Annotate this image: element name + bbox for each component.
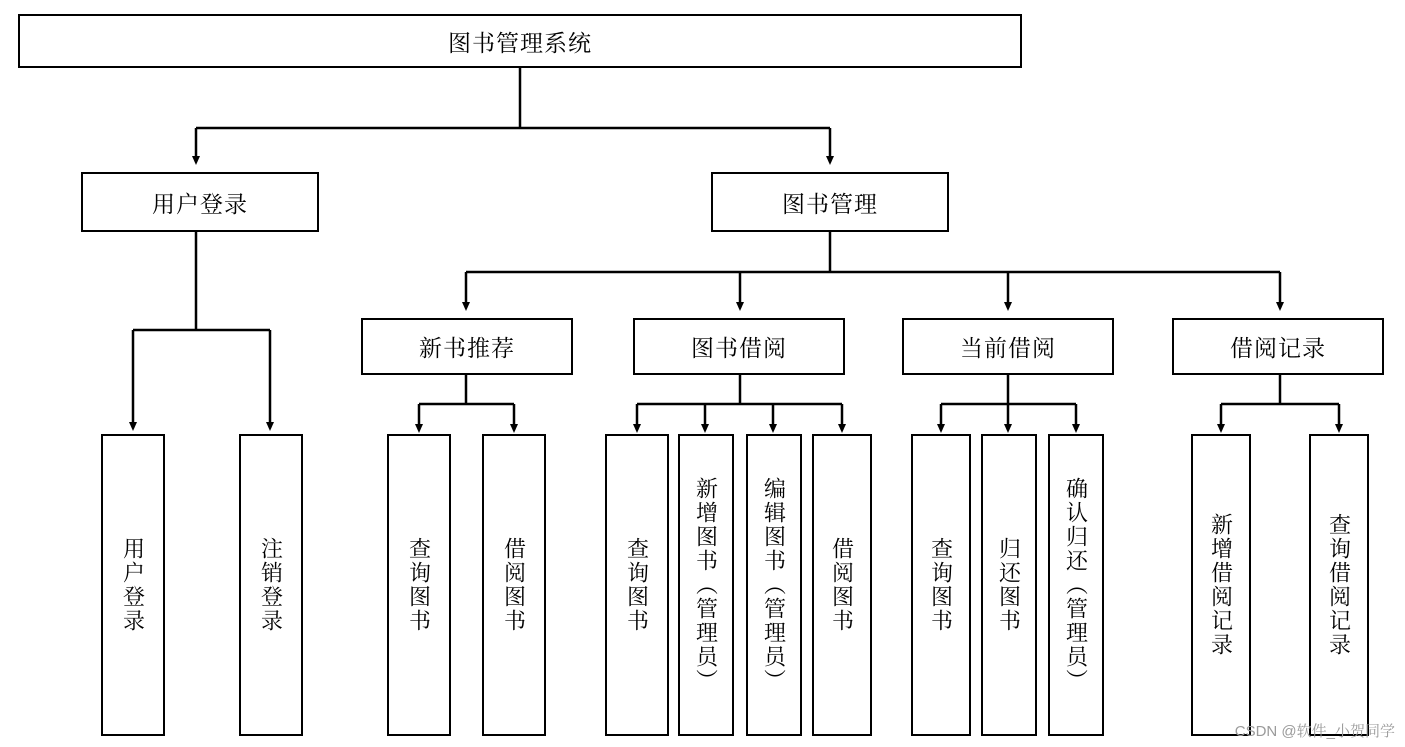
leaf-borrow-add-book[interactable] xyxy=(678,434,734,736)
leaf-current-query-book[interactable] xyxy=(911,434,971,736)
leaf-newbook-borrow-book[interactable] xyxy=(482,434,546,736)
node-borrow-record-label: 借阅记录 xyxy=(1230,335,1326,361)
node-book-borrow-label: 图书借阅 xyxy=(691,335,787,361)
leaf-user-login-label: 用户登录 xyxy=(120,537,146,633)
leaf-current-return-book-label: 归还图书 xyxy=(996,537,1022,633)
leaf-current-confirm-return-label: 确认归还（管理员） xyxy=(1063,477,1089,693)
node-root-label: 图书管理系统 xyxy=(448,29,592,56)
leaf-newbook-borrow-book-label: 借阅图书 xyxy=(501,537,527,633)
node-borrow-record[interactable] xyxy=(1172,318,1384,375)
leaf-borrow-edit-book[interactable] xyxy=(746,434,802,736)
node-current-borrow-label: 当前借阅 xyxy=(960,335,1056,361)
leaf-logout-label: 注销登录 xyxy=(258,537,284,633)
leaf-record-query-record-label: 查询借阅记录 xyxy=(1326,513,1352,657)
leaf-record-add-record[interactable] xyxy=(1191,434,1251,736)
node-current-borrow[interactable] xyxy=(902,318,1114,375)
node-user-login[interactable] xyxy=(81,172,319,232)
leaf-current-query-book-label: 查询图书 xyxy=(928,537,954,633)
leaf-borrow-edit-book-label: 编辑图书（管理员） xyxy=(761,477,787,693)
leaf-logout[interactable] xyxy=(239,434,303,736)
node-new-book-recommend-label: 新书推荐 xyxy=(419,335,515,361)
node-root[interactable] xyxy=(18,14,1022,68)
node-book-borrow[interactable] xyxy=(633,318,845,375)
leaf-record-add-record-label: 新增借阅记录 xyxy=(1208,513,1234,657)
watermark: CSDN @软件_小贺同学 xyxy=(1234,723,1395,740)
node-book-management-label: 图书管理 xyxy=(782,190,878,217)
node-user-login-label: 用户登录 xyxy=(152,190,248,217)
leaf-borrow-borrow-book[interactable] xyxy=(812,434,872,736)
leaf-borrow-query-book[interactable] xyxy=(605,434,669,736)
node-new-book-recommend[interactable] xyxy=(361,318,573,375)
leaf-current-return-book[interactable] xyxy=(981,434,1037,736)
leaf-newbook-query-book-label: 查询图书 xyxy=(406,537,432,633)
leaf-user-login[interactable] xyxy=(101,434,165,736)
leaf-record-query-record[interactable] xyxy=(1309,434,1369,736)
leaf-borrow-borrow-book-label: 借阅图书 xyxy=(829,537,855,633)
node-book-management[interactable] xyxy=(711,172,949,232)
leaf-borrow-add-book-label: 新增图书（管理员） xyxy=(693,477,719,693)
leaf-newbook-query-book[interactable] xyxy=(387,434,451,736)
leaf-current-confirm-return[interactable] xyxy=(1048,434,1104,736)
leaf-borrow-query-book-label: 查询图书 xyxy=(624,537,650,633)
